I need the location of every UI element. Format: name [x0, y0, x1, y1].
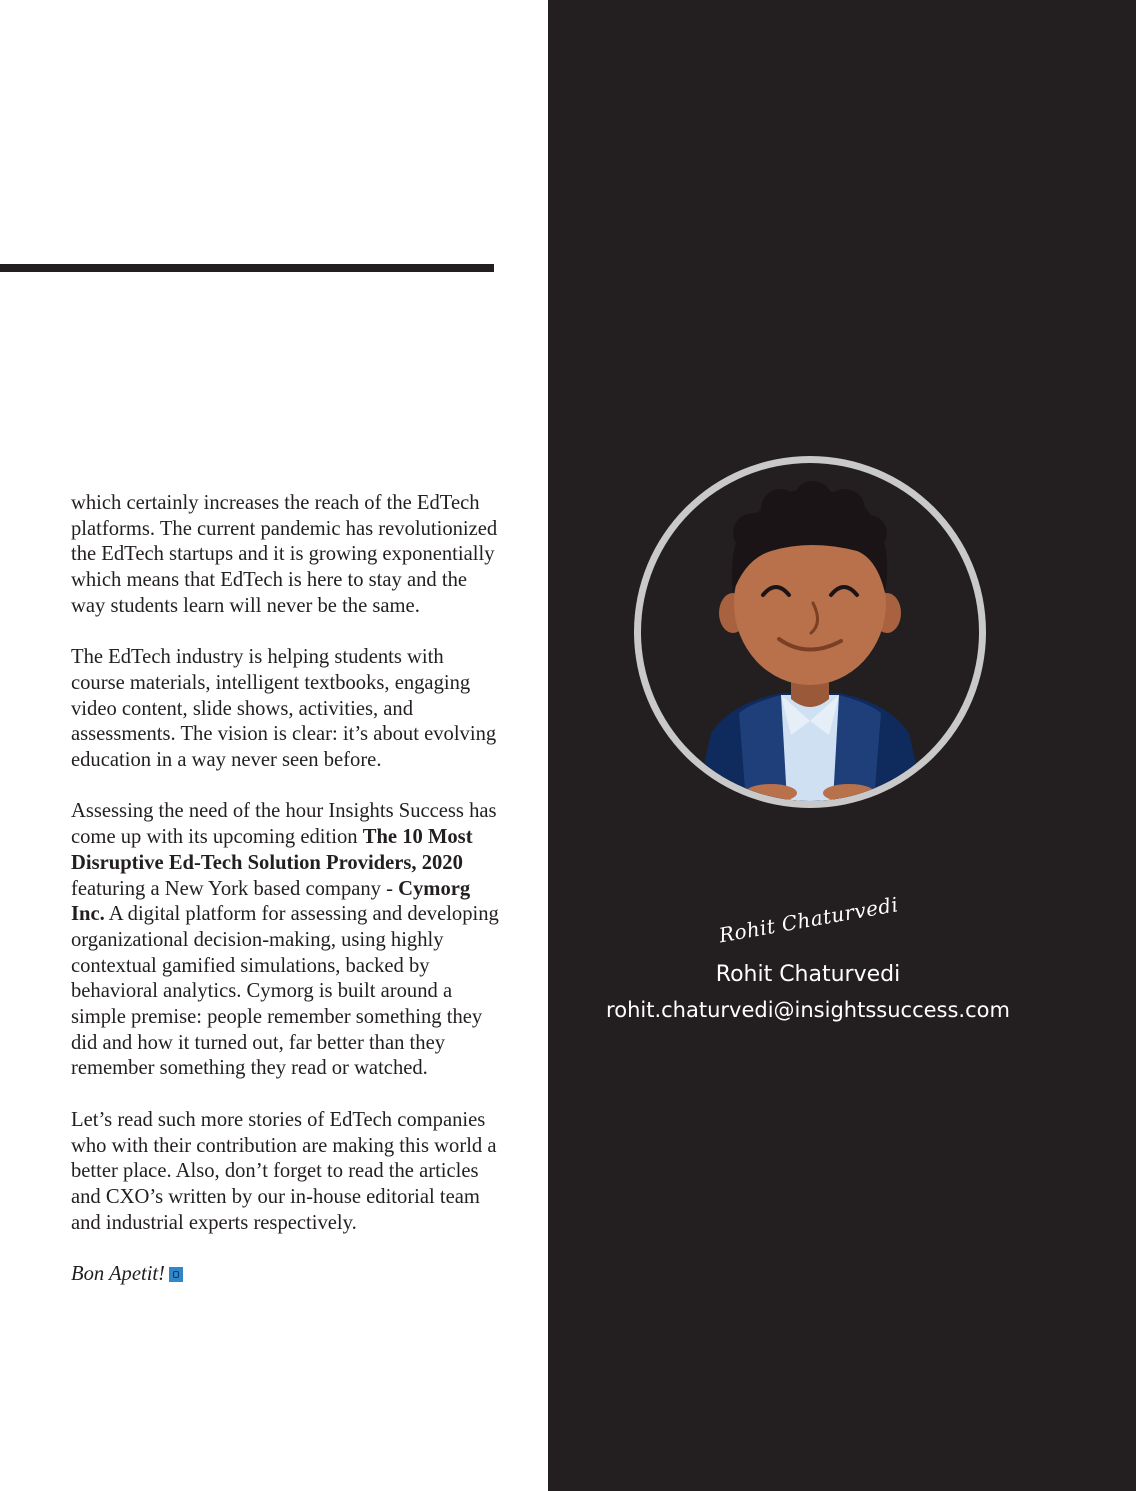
- avatar-illustration: [641, 463, 979, 801]
- edition-title: The 10 Most Disruptive Ed-Tech Solution Providers, 2020: [71, 826, 473, 874]
- end-of-article-mark-icon: [169, 1267, 183, 1282]
- author-signature: Rohit Chaturvedi: [717, 892, 901, 948]
- article-body: [71, 491, 501, 1313]
- paragraph-1: [71, 491, 501, 620]
- cartoon-man-avatar-icon: [641, 463, 979, 801]
- company-name: Cymorg Inc.: [71, 877, 471, 926]
- paragraph-3-text-c: A digital platform for assessing and developing organizational decision-making, using highly contextual gamified simulations, backed by behavioral analytics. Cymorg is built around a simple premise: people remember something they did and how it turned out, far better than they remember something they read or watched.: [71, 903, 499, 1080]
- section-divider: [0, 264, 494, 272]
- avatar-ring: [634, 456, 986, 808]
- paragraph-3-text-b: featuring a New York based company -: [71, 877, 399, 900]
- paragraph-3: [71, 799, 501, 1082]
- paragraph-4: [71, 1108, 501, 1237]
- author-email: rohit.chaturvedi@insightssuccess.com: [606, 998, 1010, 1022]
- paragraph-2-text: The EdTech industry is helping students with course materials, intelligent textbooks, engaging video content, slide shows, activities, and assessments. The vision is clear: it’s about evolving education in a way never seen before.: [71, 646, 497, 772]
- sign-off: Bon Apetit!: [71, 1263, 165, 1286]
- paragraph-2: [71, 645, 501, 774]
- article-column: [0, 0, 548, 1491]
- paragraph-4-text: Let’s read such more stories of EdTech companies who with their contribution are making this world a better place. Also, don’t forget to read the articles and CXO’s written by our in-house editorial team and industrial experts respectively.: [71, 1108, 497, 1234]
- author-panel: [548, 0, 1136, 1491]
- paragraph-1-text: which certainly increases the reach of the EdTech platforms. The current pandemic has revolutionized the EdTech startups and it is growing exponentially which means that EdTech is here to stay and the way students learn will never be the same.: [71, 492, 498, 617]
- sign-off-line: [71, 1262, 501, 1288]
- author-name: Rohit Chaturvedi: [715, 962, 901, 987]
- paragraph-3-text-a: Assessing the need of the hour Insights Success has come up with its upcoming edition: [71, 800, 497, 849]
